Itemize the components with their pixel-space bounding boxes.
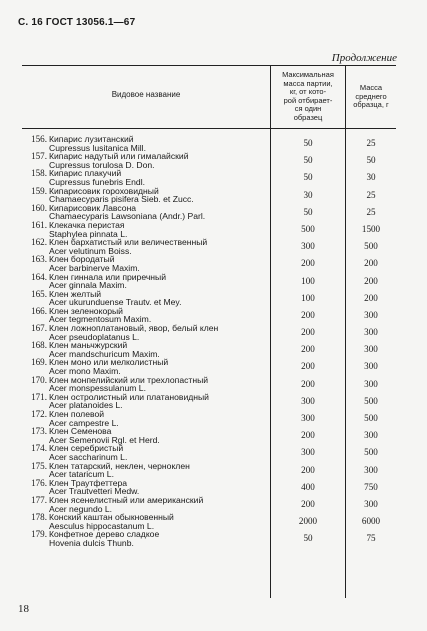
species-name-latin: Acer campestre L. [49, 417, 119, 428]
avg-sample-mass: 500 [364, 241, 378, 252]
table-row [22, 444, 396, 461]
max-lot-mass: 400 [301, 481, 315, 492]
species-name-russian: Кипарис плакучий [49, 168, 122, 179]
table-row [22, 324, 396, 341]
species-name-latin: Hovenia dulcis Thunb. [49, 537, 134, 548]
species-name-latin: Cupressus lusitanica Mill. [49, 142, 146, 153]
table-row [22, 513, 396, 530]
row-number: 158. [31, 168, 47, 179]
table-row [22, 255, 396, 272]
table-row [22, 273, 396, 290]
species-name-russian: Кипарис лузитанский [49, 134, 134, 144]
document-header: С. 16 ГОСТ 13056.1—67 [18, 17, 136, 28]
table-row [22, 358, 396, 375]
max-lot-mass: 300 [301, 241, 315, 252]
species-name-latin: Acer mono Maxim. [49, 366, 121, 377]
header-rule [22, 128, 396, 129]
species-name-latin: Acer tegmentosum Maxim. [49, 314, 152, 325]
species-name-russian: Кипарисовик Лавсона [49, 202, 137, 213]
species-name-russian: Клен маньчжурский [49, 340, 128, 351]
species-name-latin: Chamaecyparis Lawsoniana (Andr.) Parl. [49, 211, 206, 222]
species-name-latin: Acer pseudoplatanus L. [49, 331, 140, 342]
row-number: 159. [31, 185, 47, 196]
species-name-russian: Клен бархатистый или величественный [49, 237, 208, 248]
row-number: 167. [31, 323, 47, 334]
avg-sample-mass: 30 [366, 172, 376, 183]
species-name-latin: Acer Trautvetteri Medw. [49, 486, 140, 497]
species-name-russian: Клен Семенова [49, 426, 112, 437]
avg-sample-mass: 200 [364, 292, 378, 303]
row-number: 165. [31, 288, 47, 299]
table-row [22, 376, 396, 393]
row-number: 163. [31, 254, 47, 265]
species-name-russian: Клен гиннала или приречный [49, 271, 167, 282]
row-number: 176. [31, 477, 47, 488]
species-name-latin: Acer platanoides L. [49, 400, 123, 411]
species-name-russian: Клен Траутфеттера [49, 477, 128, 488]
max-lot-mass: 2000 [298, 516, 318, 527]
table-row [22, 530, 396, 547]
species-name-russian: Кипарисовик гороховидный [49, 185, 159, 196]
table-row [22, 135, 396, 152]
species-name-latin: Staphylea pinnata L. [49, 228, 128, 239]
avg-sample-mass: 25 [366, 206, 376, 217]
row-number: 175. [31, 460, 47, 471]
row-number: 162. [31, 237, 47, 248]
species-name-latin: Acer mandschuricum Maxim. [49, 348, 160, 359]
max-lot-mass: 200 [301, 258, 315, 269]
column-header-name: Видовое название [111, 90, 181, 99]
avg-sample-mass: 50 [366, 155, 376, 166]
species-name-russian: Конфетное дерево сладкое [49, 529, 160, 540]
row-number: 170. [31, 374, 47, 385]
max-lot-mass: 30 [303, 189, 313, 200]
row-number: 156. [31, 134, 47, 144]
species-name-russian: Клен полевой [49, 409, 105, 419]
row-number: 160. [31, 202, 47, 213]
avg-sample-mass: 75 [366, 533, 376, 544]
avg-sample-mass: 300 [364, 327, 378, 338]
row-number: 161. [31, 219, 47, 230]
row-number: 174. [31, 443, 47, 454]
max-lot-mass: 200 [301, 309, 315, 320]
species-name-russian: Клен ясенелистный или американский [49, 494, 204, 505]
table-row [22, 290, 396, 307]
table-row [22, 479, 396, 496]
table-row [22, 152, 396, 169]
species-name-latin: Acer monspessulanum L. [49, 383, 146, 394]
avg-sample-mass: 500 [364, 447, 378, 458]
species-name-russian: Клен остролистный или платановидный [49, 391, 209, 402]
species-name-latin: Chamaecyparis pisifera Sieb. et Zucc. [49, 194, 194, 205]
avg-sample-mass: 1500 [361, 223, 381, 234]
max-lot-mass: 300 [301, 395, 315, 406]
species-name-latin: Cupressus funebris Endl. [49, 176, 146, 187]
avg-sample-mass: 300 [364, 361, 378, 372]
avg-sample-mass: 500 [364, 413, 378, 423]
max-lot-mass: 50 [303, 533, 313, 544]
avg-sample-mass: 200 [364, 258, 378, 269]
avg-sample-mass: 25 [366, 138, 376, 148]
avg-sample-mass: 25 [366, 189, 376, 200]
species-name-latin: Acer Semenovii Rgl. et Herd. [49, 434, 160, 445]
species-table [22, 65, 396, 598]
species-name-russian: Клен серебристый [49, 443, 124, 454]
max-lot-mass: 200 [301, 327, 315, 338]
max-lot-mass: 100 [301, 292, 315, 303]
max-lot-mass: 50 [303, 172, 313, 183]
column-header-avg-line: образца, г [353, 100, 389, 110]
max-lot-mass: 500 [301, 223, 315, 234]
column-header-avg-line: среднего [355, 91, 387, 101]
row-number: 171. [31, 391, 47, 402]
row-number: 169. [31, 357, 47, 368]
table-row [22, 393, 396, 410]
max-lot-mass: 100 [301, 275, 315, 286]
species-name-latin: Acer saccharinum L. [49, 451, 128, 462]
avg-sample-mass: 750 [364, 481, 378, 492]
row-number: 164. [31, 271, 47, 282]
avg-sample-mass: 300 [364, 378, 378, 389]
row-number: 166. [31, 305, 47, 316]
species-name-russian: Клен ложноплатановый, явор, белый клен [49, 323, 219, 334]
table-row [22, 410, 396, 427]
row-number: 177. [31, 494, 47, 505]
species-name-latin: Acer negundo L. [49, 503, 113, 514]
column-header-max-line: Максимальная [282, 70, 334, 79]
table-row [22, 307, 396, 324]
row-number: 157. [31, 151, 47, 162]
table-row [22, 187, 396, 204]
species-name-latin: Cupressus torulosa D. Don. [49, 159, 155, 170]
avg-sample-mass: 300 [364, 309, 378, 320]
table-row [22, 496, 396, 513]
page-number: 18 [18, 603, 29, 615]
max-lot-mass: 200 [301, 430, 315, 441]
table-body [22, 135, 396, 548]
max-lot-mass: 200 [301, 344, 315, 355]
table-row [22, 462, 396, 479]
species-name-latin: Aesculus hippocastanum L. [49, 520, 155, 531]
column-header-avg-mass [346, 84, 396, 110]
max-lot-mass: 200 [301, 498, 315, 509]
column-header-max-mass [271, 71, 345, 123]
avg-sample-mass: 300 [364, 464, 378, 475]
table-row [22, 221, 396, 238]
max-lot-mass: 200 [301, 464, 315, 475]
species-name-russian: Клен монпелийский или трехлопастный [49, 374, 209, 385]
column-header-avg-line: Масса [359, 83, 383, 92]
species-name-russian: Конский каштан обыкновенный [49, 512, 174, 523]
species-name-russian: Клен моно или мелколистный [49, 357, 169, 368]
species-name-latin: Acer velutinum Boiss. [49, 245, 132, 256]
avg-sample-mass: 200 [364, 275, 378, 286]
max-lot-mass: 50 [303, 206, 313, 217]
max-lot-mass: 300 [301, 447, 315, 458]
row-number: 168. [31, 340, 47, 351]
table-row [22, 169, 396, 186]
avg-sample-mass: 300 [364, 430, 378, 441]
avg-sample-mass: 500 [364, 395, 378, 406]
row-number: 173. [31, 426, 47, 437]
column-header-max-line: ся один [294, 104, 322, 114]
column-header-max-line: образец [293, 112, 323, 122]
max-lot-mass: 50 [303, 155, 313, 166]
species-name-russian: Клекачка перистая [49, 219, 125, 230]
species-name-russian: Кипарис надутый или гималайский [49, 151, 189, 162]
column-header-max-line: кг, от кото- [289, 87, 327, 97]
max-lot-mass: 200 [301, 361, 315, 372]
row-number: 178. [31, 512, 47, 523]
avg-sample-mass: 300 [364, 344, 378, 355]
table-row [22, 204, 396, 221]
table-top-rule [22, 65, 396, 66]
continuation-label: Продолжение [331, 52, 397, 64]
avg-sample-mass: 300 [364, 498, 378, 509]
species-name-latin: Acer barbinerve Maxim. [49, 262, 140, 273]
table-row [22, 427, 396, 444]
species-name-latin: Acer tataricum L. [49, 469, 114, 480]
species-name-russian: Клен зеленокорый [49, 305, 123, 316]
species-name-russian: Клен бородатый [49, 254, 115, 265]
species-name-russian: Клен татарский, неклен, черноклен [49, 460, 190, 471]
species-name-latin: Acer ukurunduense Trautv. et Mey. [49, 297, 182, 308]
column-header-max-line: рой отбирает- [283, 95, 333, 105]
avg-sample-mass: 6000 [361, 516, 381, 527]
max-lot-mass: 50 [303, 138, 313, 148]
species-name-latin: Acer ginnala Maxim. [49, 280, 127, 291]
species-name-russian: Клен желтый [49, 288, 102, 299]
table-row [22, 341, 396, 358]
column-header-max-line: масса партии, [283, 78, 333, 88]
table-row [22, 238, 396, 255]
max-lot-mass: 300 [301, 413, 315, 423]
max-lot-mass: 200 [301, 378, 315, 389]
row-number: 172. [31, 409, 47, 419]
row-number: 179. [31, 529, 47, 540]
